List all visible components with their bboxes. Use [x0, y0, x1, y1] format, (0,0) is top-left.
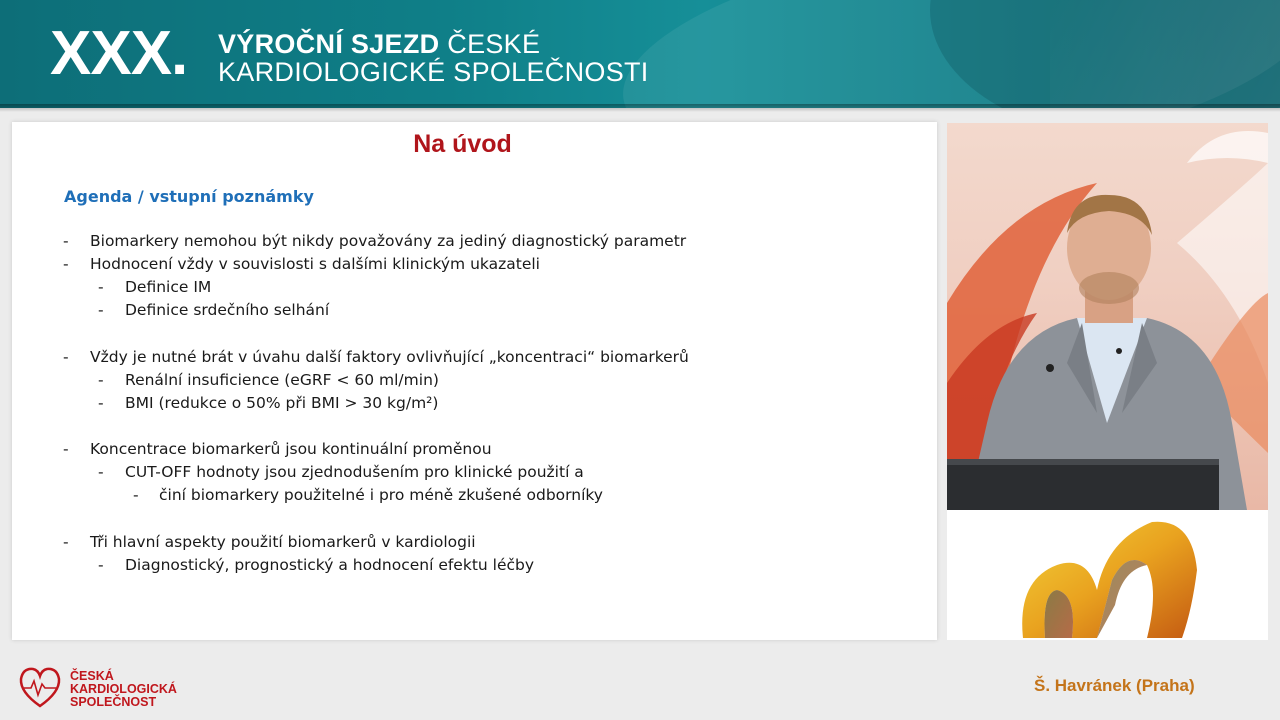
bullet-item: Definice IM — [125, 278, 212, 296]
slide-title: Na úvod — [413, 130, 512, 158]
congress-number: XXX. — [50, 19, 188, 88]
slide-subtitle: Agenda / vstupní poznámky — [64, 187, 314, 206]
congress-title-rest: ČESKÉ — [447, 29, 541, 59]
bullet-dash: - — [98, 371, 104, 389]
bullet-item: Koncentrace biomarkerů jsou kontinuální proměnou — [90, 440, 492, 458]
bullet-dash: - — [98, 556, 104, 574]
society-logo — [18, 666, 62, 713]
bullet-item: BMI (redukce o 50% při BMI > 30 kg/m²) — [125, 394, 439, 412]
congress-heart-logo-icon — [947, 510, 1268, 640]
congress-title-line2: KARDIOLOGICKÉ SPOLEČNOSTI — [218, 57, 649, 87]
bullet-dash: - — [133, 486, 139, 504]
bullet-item: Diagnostický, prognostický a hodnocení efektu léčby — [125, 556, 535, 574]
banner-shadow — [0, 104, 1280, 112]
bullet-dash: - — [98, 394, 104, 412]
bullet-dash: - — [98, 278, 104, 296]
bullet-dash: - — [63, 255, 69, 273]
bullet-dash: - — [63, 348, 69, 366]
society-name — [70, 670, 177, 709]
bullet-dash: - — [98, 463, 104, 481]
bullet-item: Biomarkery nemohou být nikdy považovány za jediný diagnostický parametr — [90, 232, 687, 250]
speaker-video-frame — [947, 123, 1268, 510]
bullet-dash: - — [63, 533, 69, 551]
speaker-name: Š. Havránek (Praha) — [1034, 676, 1195, 695]
bullet-item: Hodnocení vždy v souvislosti s dalšími klinickým ukazateli — [90, 255, 540, 273]
heart-ecg-icon — [18, 666, 62, 708]
bullet-item: Vždy je nutné brát v úvahu další faktory ovlivňující „koncentraci“ biomarkerů — [90, 348, 689, 366]
bullet-item: CUT-OFF hodnoty jsou zjednodušením pro klinické použití a — [125, 463, 584, 481]
bullet-item: Tři hlavní aspekty použití biomarkerů v kardiologii — [90, 533, 476, 551]
congress-title-bold: VÝROČNÍ SJEZD — [218, 29, 440, 59]
header-banner — [0, 0, 1280, 108]
bullet-item: Renální insuficience (eGRF < 60 ml/min) — [125, 371, 439, 389]
bullet-dash: - — [98, 301, 104, 319]
congress-title-line1 — [218, 30, 540, 58]
bullet-dash: - — [63, 232, 69, 250]
society-name-line1: ČESKÁ — [70, 669, 114, 683]
bullet-item: činí biomarkery použitelné i pro méně zkušené odborníky — [159, 486, 603, 504]
congress-logo-panel — [947, 510, 1268, 640]
speaker-video — [947, 123, 1268, 510]
bullet-item: Definice srdečního selhání — [125, 301, 330, 319]
society-name-line3: SPOLEČNOST — [70, 695, 157, 709]
bullet-dash: - — [63, 440, 69, 458]
society-name-line2: KARDIOLOGICKÁ — [70, 682, 177, 696]
